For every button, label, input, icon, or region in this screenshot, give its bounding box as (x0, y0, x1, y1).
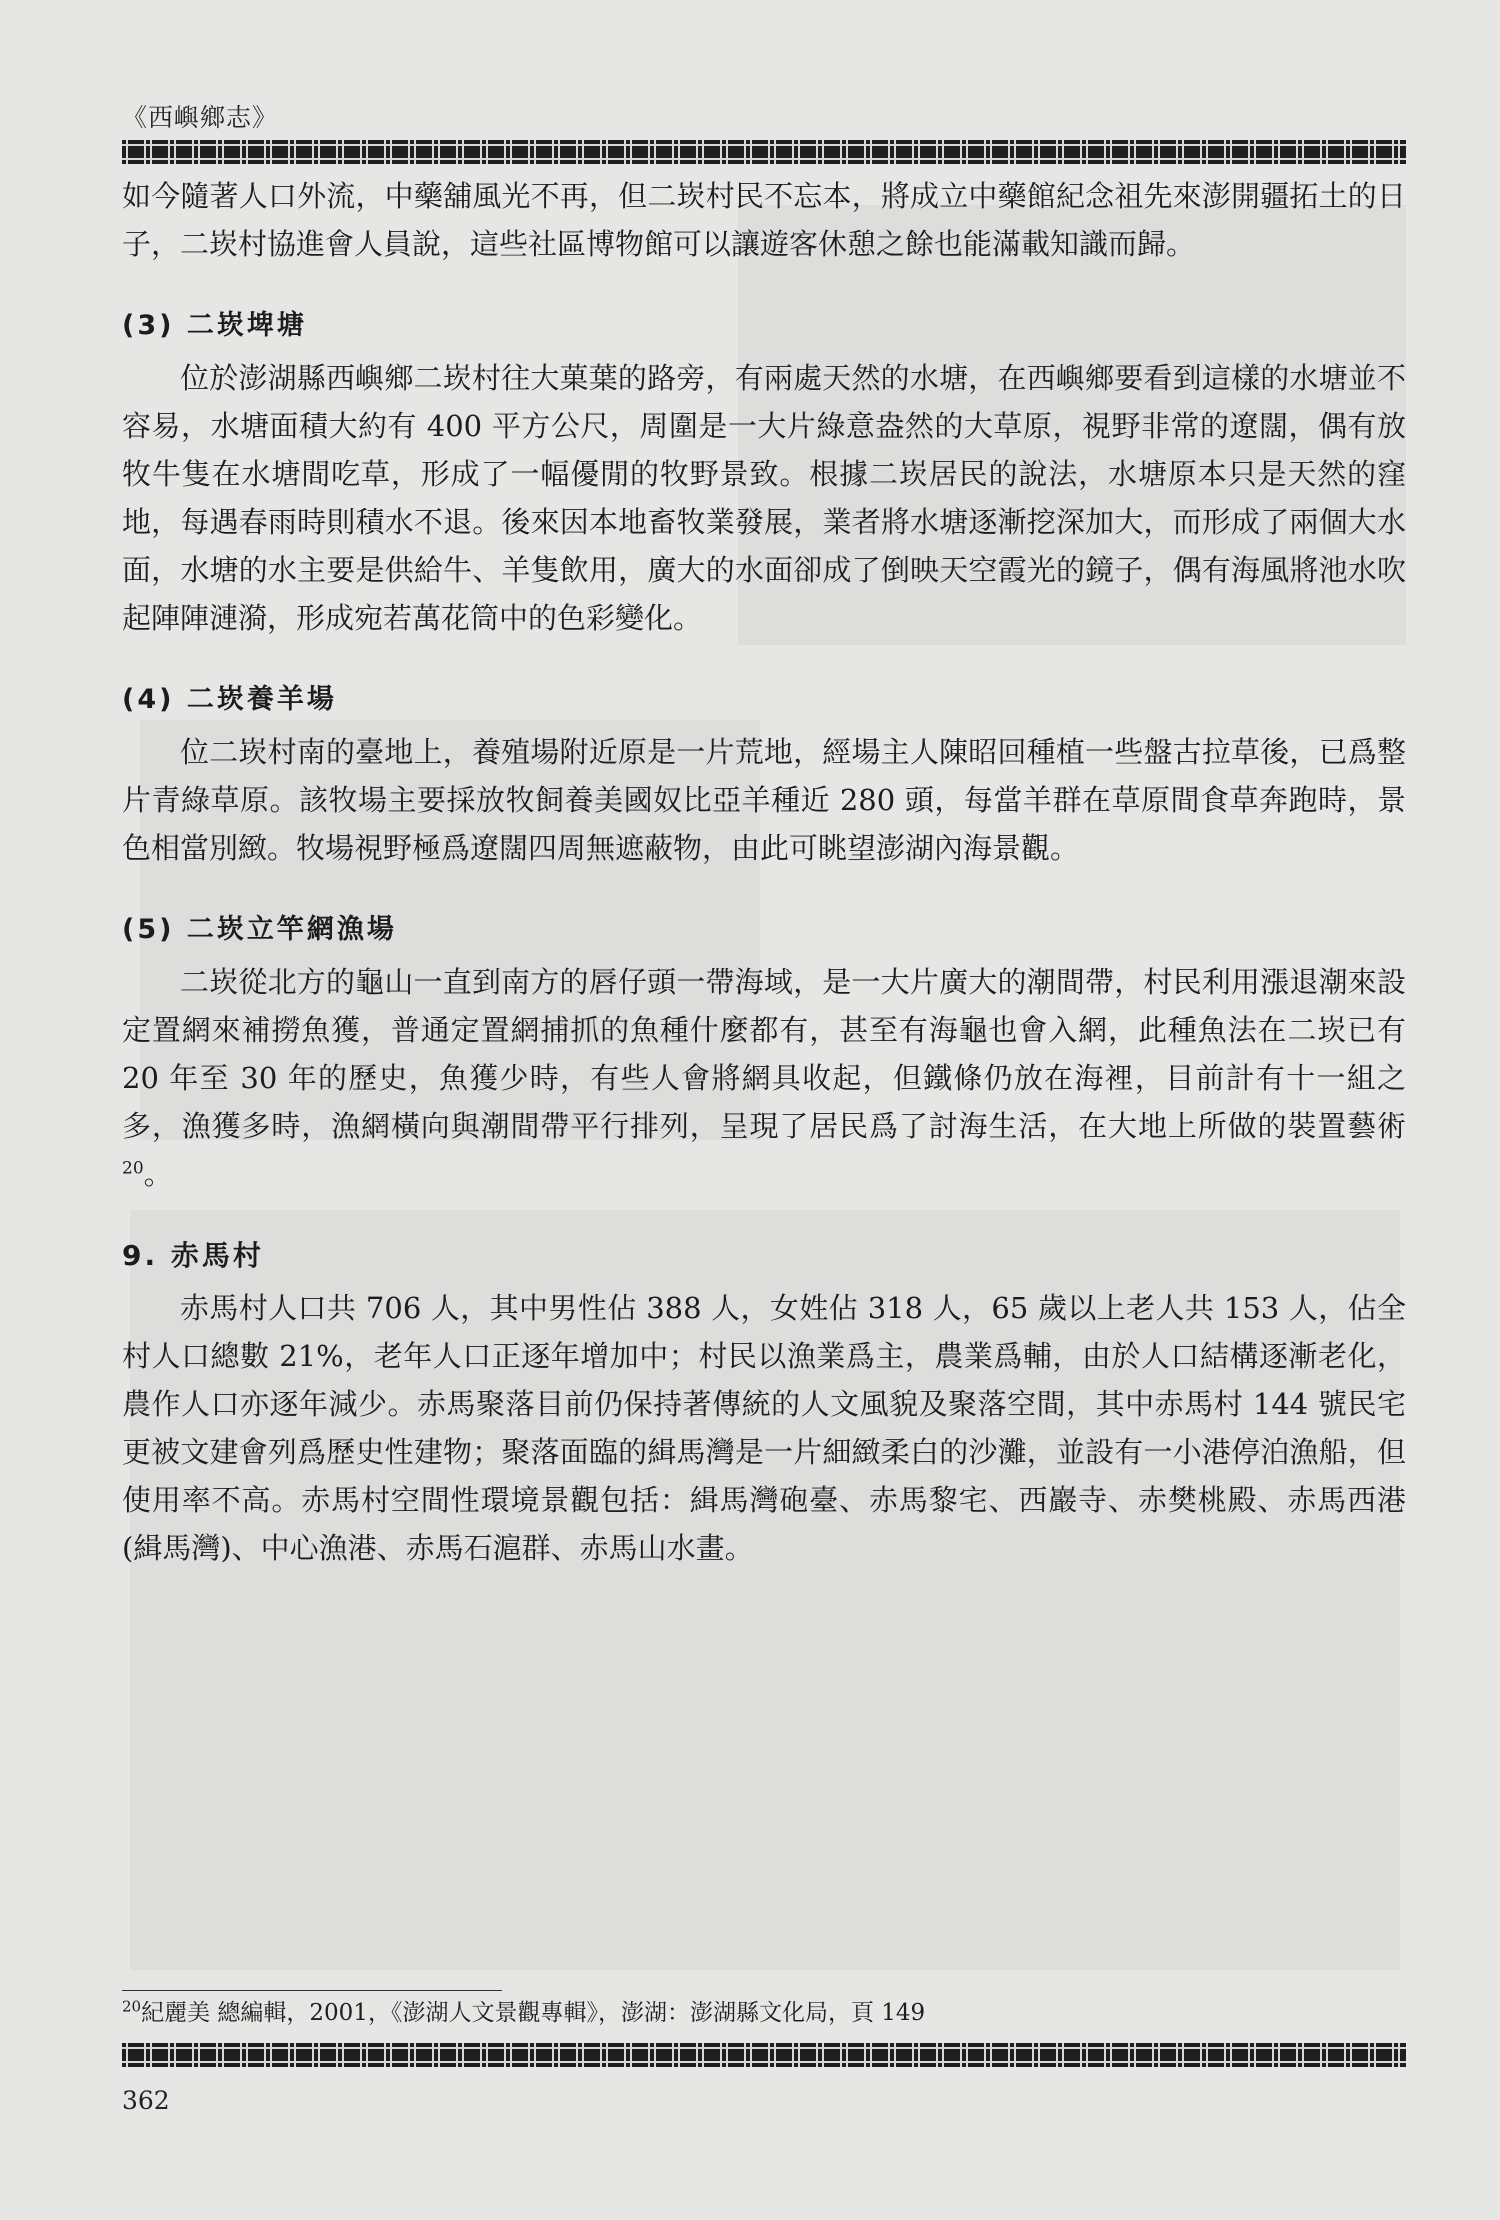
footnote-text: 紀麗美 總編輯，2001，《澎湖人文景觀專輯》，澎湖：澎湖縣文化局，頁 149 (141, 2000, 926, 2026)
footnote (122, 1998, 1406, 2028)
section-body-fishing-ground (122, 958, 1406, 1198)
village-heading: 9. 赤馬村 (122, 1239, 264, 1272)
section-body-end: 。 (143, 1157, 173, 1191)
intro-paragraph: 如今隨著人口外流，中藥舖風光不再，但二崁村民不忘本，將成立中藥館紀念祖先來澎開疆拓土的日子，二崁村協進會人員說，這些社區博物館可以讓遊客休憩之餘也能滿載知識而歸。 (122, 179, 1406, 261)
book-title: 《西嶼鄉志》 (122, 103, 279, 132)
section-heading-pond: (3) 二崁埤塘 (122, 310, 307, 341)
page-content (122, 172, 1406, 1572)
section-body-pond: 位於澎湖縣西嶼鄉二崁村往大菓葉的路旁，有兩處天然的水塘，在西嶼鄉要看到這樣的水塘並不容易，水塘面積大約有 400 平方公尺，周圍是一大片綠意盎然的大草原，視野非常的遼闊，偶有放牧牛隻在水塘間吃草，形成了一幅優閒的牧野景致。根據二崁居民的說法，水塘原本只是天然的窪地，每遇春雨時則積水不退。後來因本地畜牧業發展，業者將水塘逐漸挖深加大，而形成了兩個大水面，水塘的水主要是供給牛、羊隻飲用，廣大的水面卻成了倒映天空霞光的鏡子，偶有海風將池水吹起陣陣漣漪，形成宛若萬花筒中的色彩變化。 (122, 361, 1406, 635)
page-number: 362 (122, 2086, 170, 2115)
decorative-border-bottom (122, 2043, 1406, 2067)
footnote-divider (122, 1990, 502, 1991)
section-heading-goat-farm: (4) 二崁養羊場 (122, 684, 337, 715)
village-body: 赤馬村人口共 706 人，其中男性佔 388 人，女姓佔 318 人，65 歲以上老人共 153 人，佔全村人口總數 21%，老年人口正逐年增加中；村民以漁業爲主，農業爲輔，由於人口結構逐漸老化，農作人口亦逐年減少。赤馬聚落目前仍保持著傳統的人文風貌及聚落空間，其中赤馬村 144 號民宅更被文建會列爲歷史性建物；聚落面臨的緝馬灣是一片細緻柔白的沙灘，並設有一小港停泊漁船，但使用率不高。赤馬村空間性環境景觀包括：緝馬灣砲臺、赤馬黎宅、西巖寺、赤樊桃殿、赤馬西港(緝馬灣)、中心漁港、赤馬石滬群、赤馬山水畫。 (122, 1291, 1406, 1565)
section-body-goat-farm: 位二崁村南的臺地上，養殖場附近原是一片荒地，經場主人陳昭回種植一些盤古拉草後，已爲整片青綠草原。該牧場主要採放牧飼養美國奴比亞羊種近 280 頭，每當羊群在草原間食草奔跑時，景色相當別緻。牧場視野極爲遼闊四周無遮蔽物，由此可眺望澎湖內海景觀。 (122, 735, 1406, 865)
footnote-reference: 20 (122, 1158, 144, 1179)
footnote-number: 20 (122, 1997, 142, 2016)
section-body-text: 二崁從北方的龜山一直到南方的唇仔頭一帶海域，是一大片廣大的潮間帶，村民利用漲退潮來設定置網來補撈魚獲，普通定置網捕抓的魚種什麼都有，甚至有海龜也會入網，此種魚法在二崁已有 20 年至 30 年的歷史，魚獲少時，有些人會將網具收起，但鐵條仍放在海裡，目前計有十一組之多，漁獲多時，漁網橫向與潮間帶平行排列，呈現了居民爲了討海生活，在大地上所做的裝置藝術 (122, 965, 1406, 1143)
decorative-border-top (122, 140, 1406, 164)
section-heading-fishing-ground: (5) 二崁立竿網漁場 (122, 914, 397, 945)
